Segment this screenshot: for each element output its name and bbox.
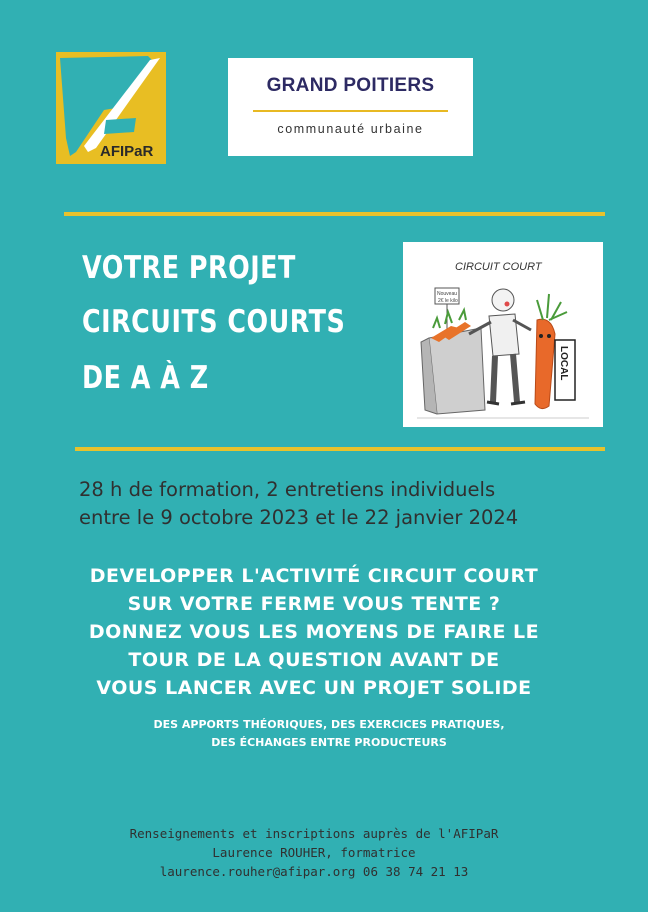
title-line-3: DE A À Z [82,360,209,396]
divider-bottom [75,447,605,451]
farmer-carrot-drawing [403,242,603,427]
afipar-logo-text: AFIPaR [100,143,154,160]
contact-person: Laurence ROUHER, formatrice [212,845,416,860]
circuit-court-illustration [403,242,603,427]
contact-details [0,864,628,879]
cta-line-4: TOUR DE LA QUESTION AVANT DE [128,649,500,671]
illustration-caption: CIRCUIT COURT [455,261,542,273]
cta-line-5: VOUS LANCER AVEC UN PROJET SOLIDE [96,677,532,699]
contact-phone: 06 38 74 21 13 [362,864,469,879]
grand-poitiers-subtitle: communauté urbaine [277,122,424,136]
grand-poitiers-rule [253,110,448,112]
afipar-logo [56,52,166,164]
svg-text:Nouveau: Nouveau [437,291,458,297]
subtext-line-2: DES ÉCHANGES ENTRE PRODUCTEURS [211,736,447,749]
cta-line-3: DONNEZ VOUS LES MOYENS DE FAIRE LE [88,621,540,643]
divider-top [64,212,605,216]
subtext-line-1: DES APPORTS THÉORIQUES, DES EXERCICES PRATIQUES, [153,718,505,731]
cta-line-1: DEVELOPPER L'ACTIVITÉ CIRCUIT COURT [89,565,539,587]
contact-email-link[interactable]: laurence.rouher@afipar.org [159,864,356,879]
title-line-2: CIRCUITS COURTS [82,304,346,340]
details-duration: 28 h de formation, 2 entretiens individuels [79,478,496,501]
cta-line-2: SUR VOTRE FERME VOUS TENTE ? [127,593,501,615]
title-line-1: VOTRE PROJET [82,250,296,286]
afipar-logo-graphic [56,52,166,164]
grand-poitiers-logo [228,58,473,156]
svg-text:2€ le kilo: 2€ le kilo [438,298,458,304]
contact-intro: Renseignements et inscriptions auprès de l'AFIPaR [129,826,499,841]
illustration-banner: LOCAL [558,346,569,381]
details-dates: entre le 9 octobre 2023 et le 22 janvier 2024 [79,506,519,529]
grand-poitiers-name: GRAND POITIERS [266,75,435,96]
